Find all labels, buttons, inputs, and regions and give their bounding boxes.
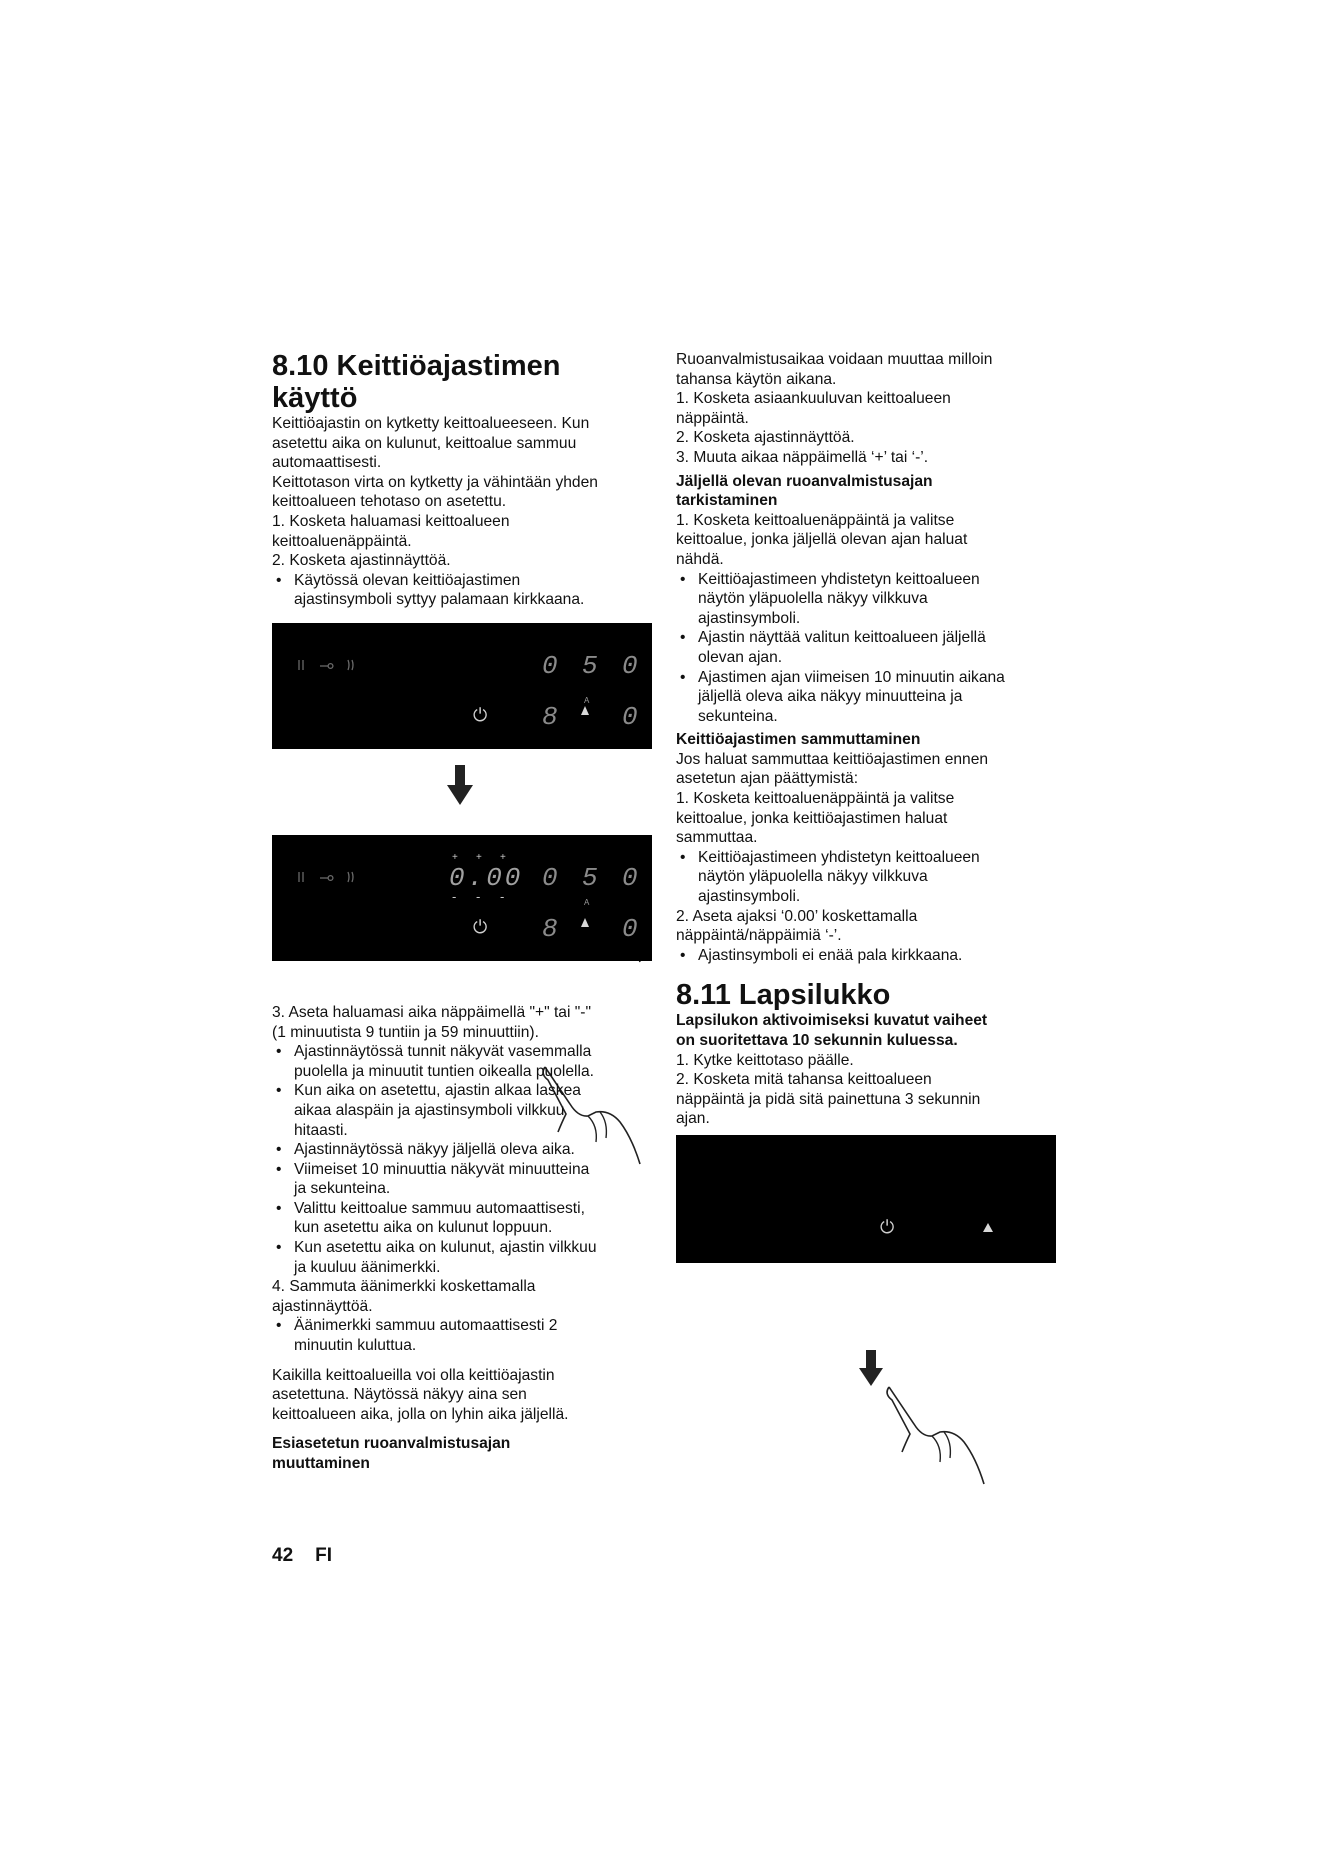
step-2: 2. Aseta ajaksi ‘0.00’ koskettamalla (676, 907, 918, 925)
display-digit: 5 (582, 650, 598, 681)
power-icon: ⏻ (880, 1216, 895, 1237)
bullet-item: • Kun asetettu aika on kulunut, ajastin vilkkuu ja kuuluu äänimerkki. (272, 1238, 652, 1277)
hotplate-status-icons (299, 872, 353, 882)
intro-line: Keittiöajastin on kytketty keittoalueeseen. Kun (272, 415, 590, 432)
step-2: 2. Kosketa ajastinnäyttöä. (272, 552, 451, 570)
bullet-item: • Käytössä olevan keittiöajastimen ajastinsymboli syttyy palamaan kirkkaana. (272, 571, 652, 610)
heat-icon (581, 918, 589, 927)
section-title-8-11: 8.11 Lapsilukko (676, 979, 891, 1012)
sub-heading: tarkistaminen (676, 492, 778, 510)
display-digit: 0 (622, 862, 638, 893)
step-4-cont: ajastinnäyttöä. (272, 1297, 373, 1315)
step-1: 1. Kosketa haluamasi keittoalueen (272, 512, 510, 530)
plus-key: + (476, 851, 482, 863)
step-1-cont: näppäintä. (676, 409, 749, 427)
paragraph-line: asetetun ajan päättymistä: (676, 770, 859, 788)
paragraph-line: asetettuna. Näytössä näkyy aina sen (272, 1386, 527, 1404)
bullet-item: • Ajastimen ajan viimeisen 10 minuutin aikana jäljellä oleva aika näkyy minuutteina ja sekunteina. (676, 668, 1061, 727)
hotplate-status-icons (299, 660, 353, 670)
section-title-8-10-line1: 8.10 Keittiöajastimen (272, 350, 561, 382)
bullet-item: • Keittiöajastimeen yhdistetyn keittoalueen näytön yläpuolella näkyy vilkkuva ajastinsymboli. (676, 570, 1061, 629)
step-1: 1. Kytke keittotaso päälle. (676, 1051, 854, 1069)
sub-heading: Lapsilukon aktivoimiseksi kuvatut vaiheet (676, 1012, 988, 1030)
display-digit: 0 (622, 650, 638, 681)
bullet-item: • Ajastinsymboli ei enää pala kirkkaana. (676, 946, 1061, 966)
heat-icon (581, 706, 589, 715)
step-1: 1. Kosketa keittoaluenäppäintä ja valitse (676, 790, 955, 808)
display-digit: 8 (542, 701, 558, 732)
intro-line: asetettu aika on kulunut, keittoalue sammuu (272, 434, 577, 452)
step-4: 4. Sammuta äänimerkki koskettamalla (272, 1278, 536, 1296)
language-code: FI (315, 1545, 333, 1566)
step-2-cont: ajan. (676, 1110, 710, 1128)
sub-heading: on suoritettava 10 sekunnin kuluessa. (676, 1032, 958, 1049)
section-title-8-10-line2: käyttö (272, 382, 358, 414)
step-1: 1. Kosketa asiaankuuluvan keittoalueen (676, 390, 951, 408)
page-footer (272, 1545, 354, 1567)
page-number: 42 (272, 1545, 294, 1566)
sub-heading: Esiasetetun ruoanvalmistusajan (272, 1435, 511, 1453)
minus-key: - (452, 888, 457, 904)
step-1: 1. Kosketa keittoaluenäppäintä ja valitse (676, 511, 955, 529)
step-2: 2. Kosketa ajastinnäyttöä. (676, 429, 855, 447)
bullet-item: • Ajastinnäytössä tunnit näkyvät vasemmalla puolella ja minuutit tuntien oikealla puolella. (272, 1042, 652, 1081)
display-digit: 5 (582, 862, 598, 893)
bullet-item: • Keittiöajastimeen yhdistetyn keittoalueen näytön yläpuolella näkyy vilkkuva ajastinsymboli. (676, 848, 1061, 907)
bullet-item: • Valittu keittoalue sammuu automaattisesti, kun asetettu aika on kulunut loppuun. (272, 1199, 652, 1238)
paragraph-line: Ruoanvalmistusaikaa voidaan muuttaa milloin (676, 351, 993, 368)
display-digit: 0 (542, 862, 558, 893)
plus-key: + (452, 851, 458, 863)
bullet-item: • Kun aika on asetettu, ajastin alkaa laskea aikaa alaspäin ja ajastinsymboli vilkkuu hitaasti. (272, 1081, 652, 1140)
intro-line: keittoalueen tehotaso on asetettu. (272, 493, 507, 511)
power-icon: ⏻ (473, 916, 488, 937)
intro-line: Keittotason virta on kytketty ja vähintään yhden (272, 473, 598, 491)
paragraph-line: Jos haluat sammuttaa keittiöajastimen ennen (676, 750, 989, 768)
step-1-cont: keittoalue, jonka jäljellä olevan ajan haluat (676, 531, 968, 549)
sub-heading: Keittiöajastimen sammuttaminen (676, 731, 921, 749)
display-small-label: A (584, 695, 590, 705)
step-2-cont: näppäintä/näppäimiä ‘-’. (676, 927, 842, 945)
control-panel-illustration-3 (676, 1135, 1056, 1263)
bullet-item: • Ajastinnäytössä näkyy jäljellä oleva aika. (272, 1140, 652, 1160)
heat-icon (983, 1223, 993, 1232)
sub-heading: Jäljellä olevan ruoanvalmistusajan (676, 472, 933, 490)
right-column (676, 350, 1061, 1263)
display-digit: 8 (542, 913, 558, 944)
bullet-item: • Äänimerkki sammuu automaattisesti 2 minuutin kuluttua. (272, 1316, 652, 1355)
arrow-down-icon (447, 765, 473, 805)
bullet-item: • Ajastin näyttää valitun keittoalueen jäljellä olevan ajan. (676, 628, 1061, 667)
intro-line: automaattisesti. (272, 454, 382, 472)
minus-key: - (476, 888, 481, 904)
step-1-cont: nähdä. (676, 550, 724, 568)
display-digit: 0 (622, 701, 638, 732)
step-2: 2. Kosketa mitä tahansa keittoalueen (676, 1071, 932, 1089)
control-panel-illustration-2 (272, 835, 652, 961)
display-digit: 0 (622, 913, 638, 944)
plus-key: + (500, 851, 506, 863)
display-digit: 0 (542, 650, 558, 681)
step-3: 3. Aseta haluamasi aika näppäimellä "+" tai "-" (272, 1003, 592, 1021)
bullet-item: • Viimeiset 10 minuuttia näkyvät minuutteina ja sekunteina. (272, 1160, 652, 1199)
display-small-label: A (584, 897, 590, 907)
control-panel-illustration-1 (272, 623, 652, 749)
timer-display: 0.00 (449, 862, 524, 893)
hand-pointer-icon (884, 1382, 994, 1492)
minus-key: - (500, 888, 505, 904)
step-3-cont: (1 minuutista 9 tuntiin ja 59 minuuttiin). (272, 1023, 539, 1041)
step-2-cont: näppäintä ja pidä sitä painettuna 3 sekunnin (676, 1090, 981, 1108)
arrow-down-icon (859, 1350, 883, 1386)
left-column (272, 350, 652, 1474)
step-1-cont: keittoalue, jonka keittiöajastimen haluat (676, 809, 948, 827)
step-3: 3. Muuta aikaa näppäimellä ‘+’ tai ‘-’. (676, 448, 929, 466)
paragraph-line: tahansa käytön aikana. (676, 370, 837, 388)
step-1-cont: sammuttaa. (676, 829, 758, 847)
sub-heading: muuttaminen (272, 1455, 370, 1472)
paragraph-line: keittoalueen aika, jolla on lyhin aika jäljellä. (272, 1405, 569, 1423)
paragraph-line: Kaikilla keittoalueilla voi olla keittiöajastin (272, 1366, 555, 1384)
power-icon: ⏻ (473, 704, 488, 725)
step-1-cont: keittoaluenäppäintä. (272, 532, 412, 550)
